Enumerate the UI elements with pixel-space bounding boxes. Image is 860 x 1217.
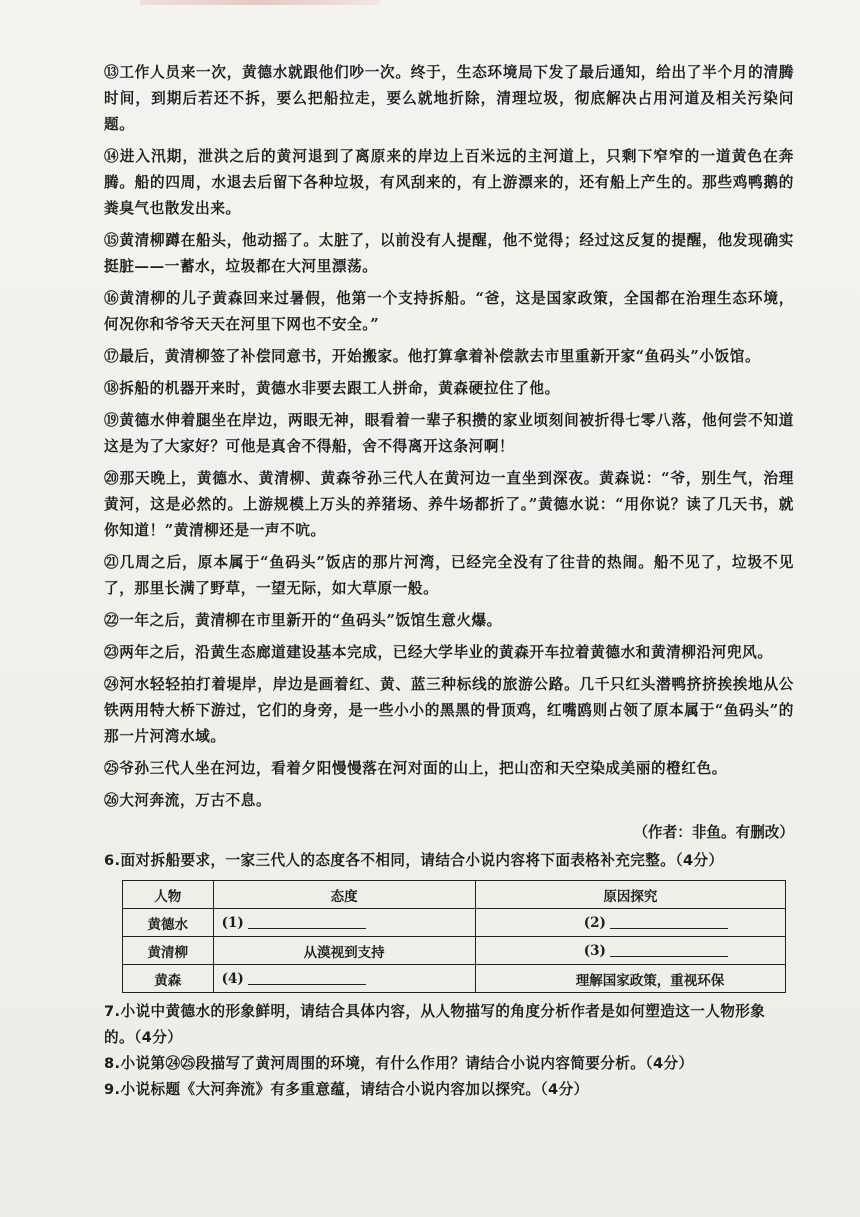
table-row [123, 965, 786, 993]
story-paragraph [104, 60, 794, 138]
story-paragraph [104, 608, 794, 634]
paragraph-number: ㉓ [104, 644, 120, 661]
header-person: 人物 [123, 881, 214, 909]
paragraph-number: ㉒ [104, 612, 120, 629]
paragraph-text: 两年之后，沿黄生态廊道建设基本完成，已经大学毕业的黄森开车拉着黄德水和黄清柳沿河兜风。 [119, 644, 773, 661]
cell-person: 黄森 [123, 965, 214, 993]
answer-blank[interactable] [248, 914, 366, 929]
paragraph-text: 几周之后，原本属于“鱼码头”饭店的那片河湾，已经完全没有了往昔的热闹。船不见了，垃圾不见了，那里长满了野草，一望无际，如大草原一般。 [104, 554, 794, 597]
cell-attitude[interactable] [213, 909, 475, 937]
header-reason: 原因探究 [475, 881, 785, 909]
story-paragraph [104, 408, 794, 460]
story-paragraph [104, 376, 794, 402]
question-number: 8. [104, 1055, 121, 1072]
paragraph-text: 最后，黄清柳签了补偿同意书，开始搬家。他打算拿着补偿款去市里重新开家“鱼码头”小饭馆。 [119, 348, 761, 365]
story-paragraph [104, 286, 794, 338]
cell-attitude: 从漠视到支持 [213, 937, 475, 965]
story-paragraph [104, 756, 794, 782]
paragraph-number: ⑯ [104, 290, 120, 307]
story-paragraph [104, 550, 794, 602]
blank-label: (4) [221, 971, 244, 987]
document-body [104, 60, 794, 1103]
question-number: 6. [104, 852, 121, 869]
story-paragraph [104, 672, 794, 750]
paragraph-text: 进入汛期，泄洪之后的黄河退到了离原来的岸边上百米远的主河道上，只剩下窄窄的一道黄色在奔腾。船的四周，水退去后留下各种垃圾，有风刮来的，有上游漂来的，还有船上产生的。那些鸡鸭鹅的粪臭气也散发出来。 [104, 148, 794, 217]
answer-blank[interactable] [610, 914, 728, 929]
blank-label: (3) [583, 943, 606, 959]
answer-blank[interactable] [248, 970, 366, 985]
answer-blank[interactable] [610, 942, 728, 957]
paragraph-number: ㉖ [104, 792, 120, 809]
cell-reason[interactable] [475, 909, 785, 937]
cell-reason[interactable] [475, 937, 785, 965]
paragraph-number: ⑲ [104, 412, 120, 429]
question-text: 面对拆船要求，一家三代人的态度各不相同，请结合小说内容将下面表格补充完整。（4分） [120, 852, 724, 869]
question-text: 小说第㉔㉕段描写了黄河周围的环境，有什么作用？请结合小说内容简要分析。（4分） [120, 1055, 694, 1072]
blank-label: (2) [583, 915, 606, 931]
story-paragraph [104, 344, 794, 370]
cell-person: 黄清柳 [123, 937, 214, 965]
paragraph-number: ㉔ [104, 676, 120, 693]
paragraph-number: ⑱ [104, 380, 120, 397]
story-paragraph [104, 466, 794, 544]
cell-person: 黄德水 [123, 909, 214, 937]
header-attitude: 态度 [213, 881, 475, 909]
paragraph-text: 一年之后，黄清柳在市里新开的“鱼码头”饭馆生意火爆。 [119, 612, 502, 629]
question-text: 小说中黄德水的形象鲜明，请结合具体内容，从人物描写的角度分析作者是如何塑造这一人物形象的。（4分） [104, 1003, 766, 1046]
print-artifact [140, 0, 380, 5]
cell-attitude[interactable] [213, 965, 475, 993]
cell-reason [475, 965, 785, 993]
question-6 [104, 848, 794, 874]
table-row [123, 909, 786, 937]
paragraph-text: 黄清柳蹲在船头，他动摇了。太脏了，以前没有人提醒，他不觉得；经过这反复的提醒，他发现确实挺脏——一蓄水，垃圾都在大河里漂荡。 [104, 232, 794, 275]
question-number: 7. [104, 1003, 121, 1020]
story-paragraph [104, 228, 794, 280]
question-9 [104, 1077, 794, 1103]
paragraph-text: 河水轻轻拍打着堤岸，岸边是画着红、黄、蓝三种标线的旅游公路。几千只红头潜鸭挤挤挨挨地从公铁两用特大桥下游过，它们的身旁，是一些小小的黑黑的骨顶鸡，红嘴鸥则占领了原本属于“鱼码头”的那一片河湾水域。 [104, 676, 794, 745]
paragraph-text: 爷孙三代人坐在河边，看着夕阳慢慢落在河对面的山上，把山峦和天空染成美丽的橙红色。 [119, 760, 727, 777]
story-paragraph [104, 640, 794, 666]
paragraph-number: ⑬ [104, 64, 120, 81]
author-note: （作者：非鱼。有删改） [633, 824, 794, 841]
paragraph-text: 黄清柳的儿子黄森回来过暑假，他第一个支持拆船。“爸，这是国家政策，全国都在治理生态环境，何况你和爷爷天天在河里下网也不安全。” [104, 290, 794, 333]
question-8 [104, 1051, 794, 1077]
paragraph-number: ⑭ [104, 148, 120, 165]
paragraph-text: 拆船的机器开来时，黄德水非要去跟工人拼命，黄森硬拉住了他。 [119, 380, 560, 397]
table-row [123, 937, 786, 965]
paragraph-number: ⑮ [104, 232, 120, 249]
story-paragraph [104, 788, 794, 814]
paragraph-text: 黄德水伸着腿坐在岸边，两眼无神，眼看着一辈子积攒的家业顷刻间被折得七零八落，他何尝不知道这是为了大家好？可他是真舍不得船，舍不得离开这条河啊！ [104, 412, 794, 455]
question-number: 9. [104, 1081, 121, 1098]
paragraph-text: 大河奔流，万古不息。 [119, 792, 272, 809]
answer-table [122, 880, 786, 993]
reason-text: 理解国家政策，重视环保 [575, 972, 725, 989]
paragraph-text: 那天晚上，黄德水、黄清柳、黄森爷孙三代人在黄河边一直坐到深夜。黄森说：“爷，别生气，治理黄河，这是必然的。上游规模上万头的养猪场、养牛场都折了。”黄德水说：“用你说？读了几天书，就你知道！”黄清柳还是一声不吭。 [104, 470, 794, 539]
paragraph-text: 工作人员来一次，黄德水就跟他们吵一次。终于，生态环境局下发了最后通知，给出了半个月的清腾时间，到期后若还不拆，要么把船拉走，要么就地折除，清理垃圾，彻底解决占用河道及相关污染问题。 [104, 64, 794, 133]
story-paragraph [104, 144, 794, 222]
story-paragraphs [104, 60, 794, 814]
paragraph-number: ㉑ [104, 554, 120, 571]
blank-label: (1) [221, 915, 244, 931]
table-header-row [123, 881, 786, 909]
question-7 [104, 999, 794, 1051]
question-text: 小说标题《大河奔流》有多重意蕴，请结合小说内容加以探究。（4分） [120, 1081, 589, 1098]
paragraph-number: ⑳ [104, 470, 120, 487]
paragraph-number: ⑰ [104, 348, 120, 365]
paragraph-number: ㉕ [104, 760, 120, 777]
